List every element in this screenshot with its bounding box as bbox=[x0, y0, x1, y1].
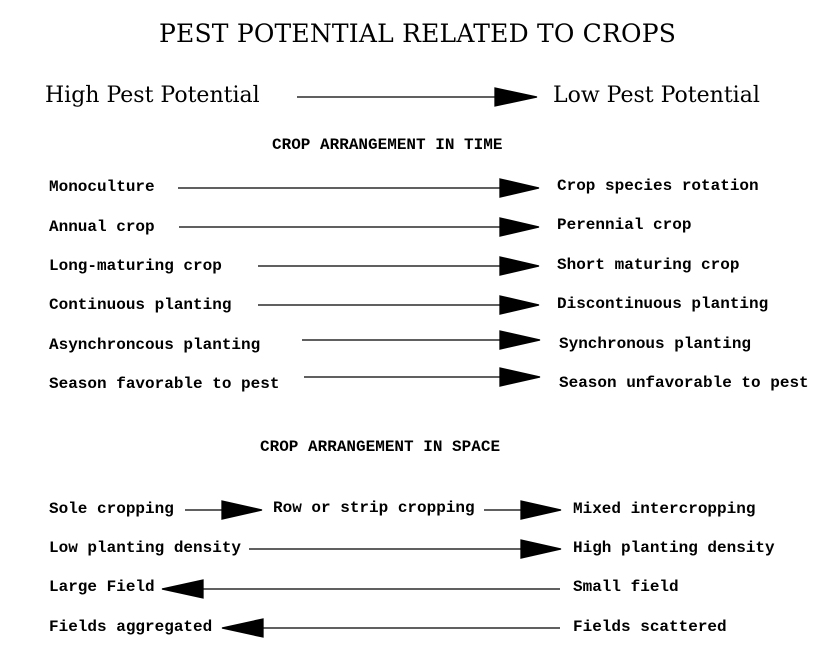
diagram-title: PEST POTENTIAL RELATED TO CROPS bbox=[159, 19, 677, 48]
space-row-left-label: Low planting density bbox=[49, 539, 242, 557]
time-row-left-label: Asynchroncous planting bbox=[49, 336, 261, 354]
time-row-left-label: Monoculture bbox=[49, 178, 155, 196]
time-row-right-label: Perennial crop bbox=[557, 216, 692, 234]
time-row-left-label: Season favorable to pest bbox=[49, 375, 280, 393]
time-section-heading: CROP ARRANGEMENT IN TIME bbox=[272, 136, 503, 154]
time-row-left-label: Annual crop bbox=[49, 218, 155, 236]
time-row-arrow bbox=[179, 218, 539, 236]
low-pest-potential-label: Low Pest Potential bbox=[553, 83, 760, 108]
space-row-arrow bbox=[222, 619, 560, 637]
time-row-left-label: Continuous planting bbox=[49, 296, 232, 314]
space-row-right-label: Small field bbox=[573, 578, 679, 596]
time-row-left-label: Long-maturing crop bbox=[49, 257, 222, 275]
header-arrow bbox=[297, 88, 537, 106]
time-row-arrow bbox=[178, 179, 539, 197]
time-row-arrow bbox=[258, 296, 539, 314]
space-row-left-label: Fields aggregated bbox=[49, 618, 213, 636]
high-pest-potential-label: High Pest Potential bbox=[45, 83, 260, 108]
space-section-heading: CROP ARRANGEMENT IN SPACE bbox=[260, 438, 501, 456]
time-row-right-label: Discontinuous planting bbox=[557, 295, 769, 313]
space-row-arrow bbox=[162, 580, 560, 598]
cropping-chain-step: Mixed intercropping bbox=[573, 500, 756, 518]
time-row-arrow bbox=[302, 331, 540, 349]
cropping-chain-arrow bbox=[484, 501, 561, 519]
cropping-chain-arrow bbox=[185, 501, 262, 519]
cropping-chain-step: Row or strip cropping bbox=[273, 499, 475, 517]
space-row-arrow bbox=[249, 540, 561, 558]
space-row-left-label: Large Field bbox=[49, 578, 155, 596]
time-row-arrow bbox=[258, 257, 539, 275]
time-row-right-label: Season unfavorable to pest bbox=[559, 374, 809, 392]
cropping-chain-step: Sole cropping bbox=[49, 500, 174, 518]
time-row-arrow bbox=[304, 368, 540, 386]
space-row-right-label: High planting density bbox=[573, 539, 775, 557]
time-row-right-label: Synchronous planting bbox=[559, 335, 752, 353]
time-row-right-label: Crop species rotation bbox=[557, 177, 759, 195]
space-row-right-label: Fields scattered bbox=[573, 618, 727, 636]
time-row-right-label: Short maturing crop bbox=[557, 256, 740, 274]
